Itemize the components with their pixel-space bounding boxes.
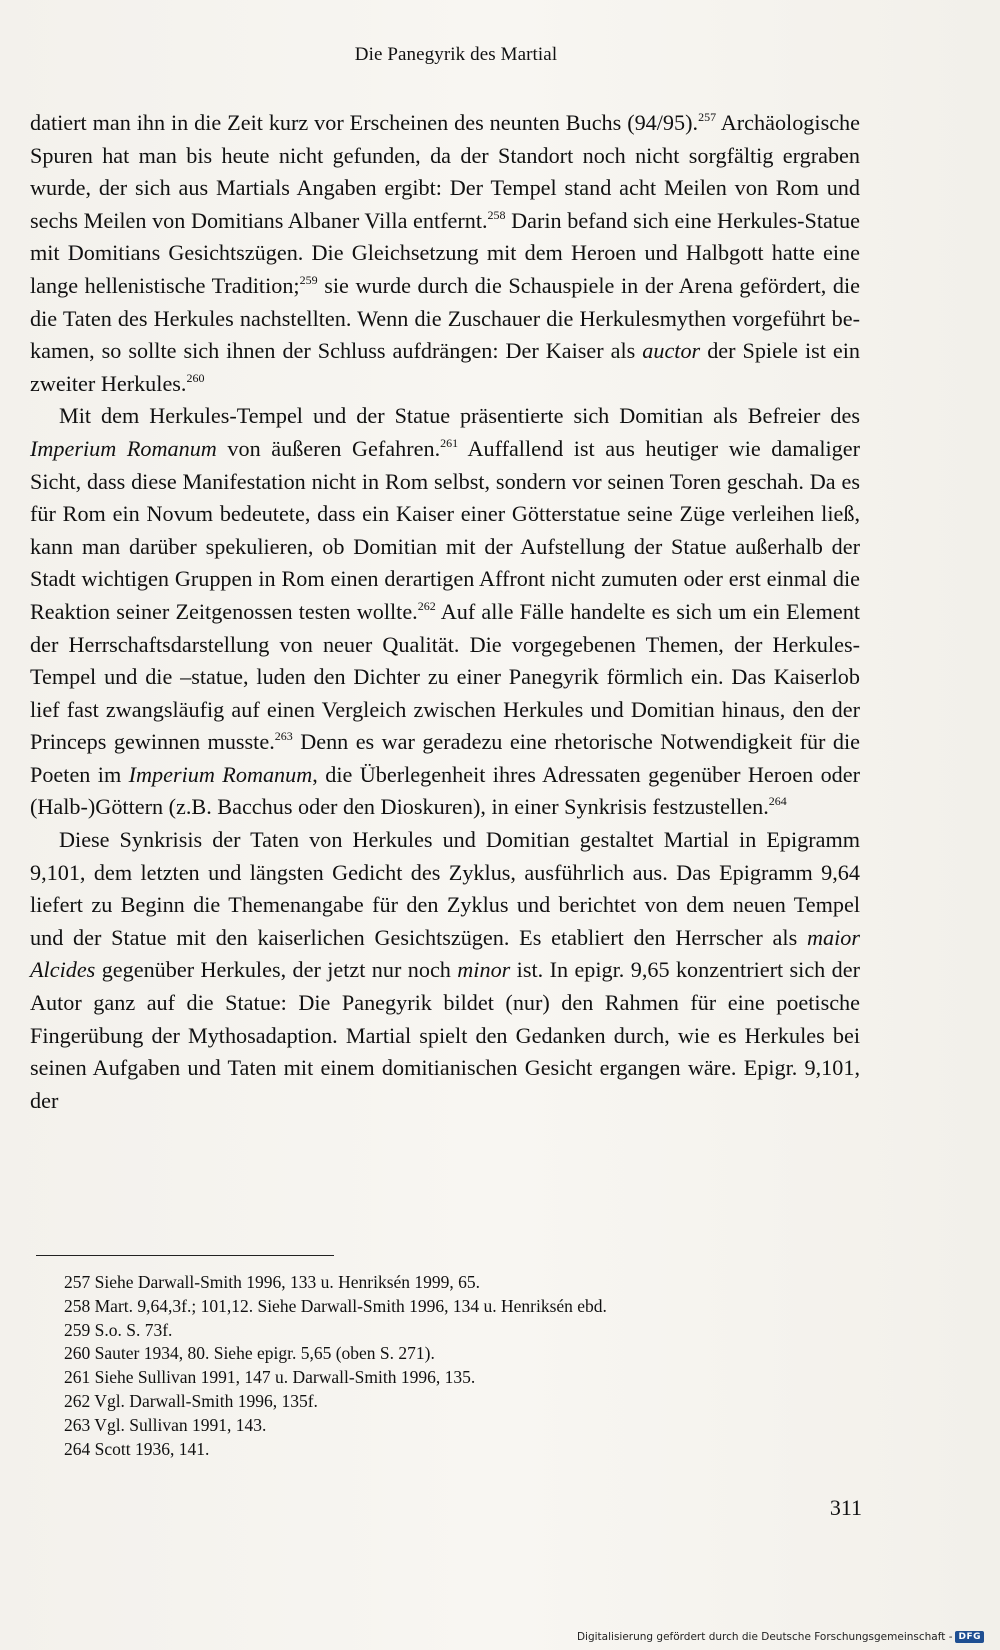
text-run: sie wurde durch die Schauspiele in der Arena gefördert, die die Taten des Herkules nachstellten. Wenn die Zuschauer die Herkulesmythen vorgeführt bekamen, so sollte sich ihnen der Schluss aufdrängen: Der Kaiser als	[30, 272, 861, 364]
footnote-reference: 263	[274, 729, 293, 744]
dfg-notice-text: Digitalisierung gefördert durch die Deutsche Forschungsgemeinschaft -	[576, 1631, 953, 1643]
paragraph	[30, 824, 860, 1117]
text-run: ist. In epigr. 9,65 konzentriert sich der Autor ganz auf die Statue: Die Panegyrik bildet (nur) den Rahmen für eine poetische Fingerübung der Mythosadaption. Martial spielt den Gedanken durch, wie es Herkules bei seinen Aufgaben und Taten mit einem domitianischen Gesicht ergangen wäre. Epigr. 9,101, der	[30, 957, 860, 1113]
text-run: Auffallend ist aus heutiger wie damaliger Sicht, dass diese Manifestation nicht in Rom selbst, sondern vor seinen Toren geschah. Da es für Rom ein Novum bedeutete, dass ein Kaiser einer Götterstatue seine Züge verleihen ließ, kann man darüber spekulieren, ob Domitian mit der Aufstellung der Statue außerhalb der Stadt wichtigen Gruppen in Rom einen derartigen Affront nicht zumuten oder erst einmal die Reaktion seiner Zeitgenossen testen wollte.	[30, 435, 861, 624]
text-run: , die Überlegenheit ihres Adressaten gegenüber Heroen oder (Halb-)Göttern (z.B. Bacchus oder den Dioskuren), in einer Synkrisis festzustellen.	[30, 761, 861, 820]
footnote: 263 Vgl. Sullivan 1991, 143.	[64, 1414, 267, 1435]
footnote-reference: 258	[487, 207, 506, 222]
paragraph	[30, 107, 860, 400]
footnote-reference: 261	[440, 435, 459, 450]
footnotes	[64, 1271, 824, 1461]
body-text	[30, 107, 860, 1117]
footnote-rule	[36, 1255, 334, 1256]
text-run: Darin befand sich eine Herkules-Statue mit Domitians Gesichtszügen. Die Gleichsetzung mit dem Heroen und Halbgott hatte eine lange hellenistische Tradition;	[30, 207, 860, 298]
running-head: Die Panegyrik des Martial	[354, 44, 558, 65]
footnote-reference: 257	[698, 110, 717, 124]
footnote: 257 Siehe Darwall-Smith 1996, 133 u. Henriksén 1999, 65.	[64, 1272, 481, 1292]
text-run: datiert man ihn in die Zeit kurz vor Erscheinen des neunten Buchs (94/95).	[30, 110, 699, 135]
dfg-logo-icon: DFG	[955, 1631, 984, 1643]
text-run: Mit dem Herkules-Tempel und der Statue präsentierte sich Domitian als Befreier des	[59, 403, 860, 429]
footnote-reference: 262	[417, 598, 436, 613]
text-run: Archäologische Spuren hat man bis heute nicht gefunden, da der Standort noch nicht sorgfältig ergraben wurde, der sich aus Martials Angaben ergibt: Der Tempel stand acht Meilen von Rom und sechs Meilen von Domitians Albaner Villa entfernt.	[30, 110, 860, 233]
text-run: Denn es war geradezu eine rhetorische Notwendigkeit für die Poeten im	[30, 729, 860, 787]
footnote-reference: 260	[186, 370, 205, 385]
text-run: gegenüber Herkules, der jetzt nur noch	[95, 957, 458, 983]
footnote: 264 Scott 1936, 141.	[64, 1438, 210, 1459]
dfg-funding-notice	[577, 1631, 984, 1643]
italic-text: Imperium Romanum	[128, 761, 313, 787]
footnote-reference: 264	[768, 794, 787, 809]
italic-text: maior Alcides	[30, 924, 860, 983]
italic-text: auctor	[642, 338, 701, 364]
text-run: Auf alle Fälle handelte es sich um ein Element der Herrschaftsdarstellung von neuer Qualität. Die vorgegebenen Themen, der Herkules-Tempel und die –statue, luden den Dichter zu einer Panegyrik förmlich ein. Das Kaiserlob lief fast zwangsläufig auf einen Vergleich zwischen Herkules und Domitian hinaus, den der Princeps gewinnen musste.	[30, 598, 860, 755]
text-run: von äußeren Gefahren.	[216, 435, 441, 461]
footnote: 259 S.o. S. 73f.	[64, 1319, 173, 1340]
footnote: 258 Mart. 9,64,3f.; 101,12. Siehe Darwall-Smith 1996, 134 u. Henriksén ebd.	[64, 1295, 607, 1316]
page-number: 311	[829, 1495, 862, 1520]
text-run: der Spiele ist ein zweiter Herkules.	[30, 338, 860, 396]
footnote: 260 Sauter 1934, 80. Siehe epigr. 5,65 (oben S. 271).	[64, 1343, 435, 1364]
italic-text: Imperium Romanum	[30, 435, 217, 461]
footnote: 261 Siehe Sullivan 1991, 147 u. Darwall-Smith 1996, 135.	[64, 1367, 476, 1388]
italic-text: minor	[457, 957, 511, 983]
text-run: Diese Synkrisis der Taten von Herkules und Domitian gestaltet Martial in Epigramm 9,101, dem letzten und längsten Gedicht des Zyklus, ausführlich aus. Das Epigramm 9,64 liefert zu Beginn die Themenangabe für den Zyklus und berichtet von dem neuen Tempel und der Statue mit den kaiserlichen Gesichtszügen. Es etabliert den Herrscher als	[30, 827, 860, 950]
footnote-reference: 259	[299, 272, 318, 287]
paragraph	[30, 400, 860, 824]
footnote: 262 Vgl. Darwall-Smith 1996, 135f.	[64, 1390, 318, 1411]
